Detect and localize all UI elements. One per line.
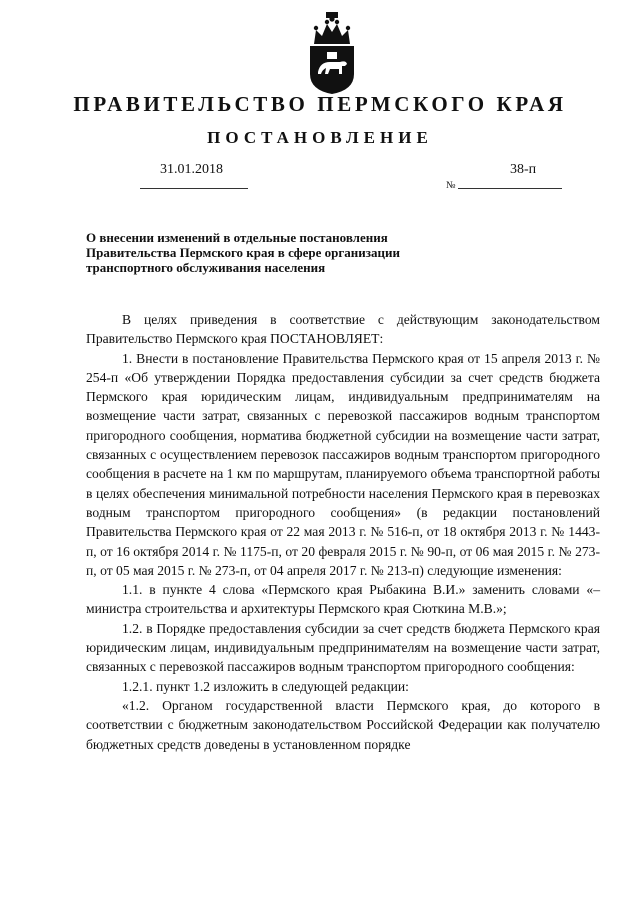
- paragraph-preamble: В целях приведения в соответствие с действующим законодательством Правительство Пермского края ПОСТАНОВЛЯЕТ:: [86, 312, 600, 347]
- number-sign: №: [446, 180, 456, 191]
- paragraph-item-1: 1. Внести в постановление Правительства Пермского края от 15 апреля 2013 г. № 254-п «Об утверждении Порядка предоставления субсидии за счет средств бюджета Пермского края юридическим лицам, индивидуальным предпринимателям на возмещение части затрат, связанных с перевозкой пассажиров водным транспортом пригородного сообщения, норматива бюджетной субсидии на возмещение части затрат, связанных с осуществлением перевозок пассажиров водным транспортом пригородного сообщения в расчете на 1 км по маршрутам, планируемого объема транспортной работы в целях обеспечения минимальной потребности населения Пермского края в перевозках водным транспортом пригородного сообщения» (в редакции постановлений Правительства Пермского края от 22 мая 2013 г. № 516-п, от 18 октября 2013 г. № 1443-п, от 16 октября 2014 г. № 1175-п, от 20 февраля 2015 г. № 90-п, от 06 мая 2015 г. № 273-п, от 05 мая 2015 г. № 273-п, от 04 апреля 2017 г. № 213-п) следующие изменения:: [86, 350, 600, 578]
- number-underline: [458, 188, 562, 189]
- document-subject: О внесении изменений в отдельные постановления Правительства Пермского края в сфере организации транспортного обслуживания населения: [86, 230, 400, 275]
- document-number: 38-п: [510, 162, 537, 177]
- paragraph-item-1-2-1: 1.2.1. пункт 1.2 изложить в следующей редакции:: [122, 678, 409, 694]
- paragraph-item-1-2: 1.2. в Порядке предоставления субсидии за счет средств бюджета Пермского края юридическим лицам, индивидуальным предпринимателям на возмещение части затрат, связанных с перевозкой пассажиров водным транспортом пригородного сообщения:: [86, 620, 600, 675]
- perm-krai-coat-of-arms-icon: [300, 8, 364, 104]
- paragraph-item-1-1: 1.1. в пункте 4 слова «Пермского края Рыбакина В.И.» заменить словами «– министра строительства и архитектуры Пермского края Сюткина М.В.»;: [86, 582, 600, 617]
- document-type-title: ПОСТАНОВЛЕНИЕ: [207, 128, 433, 147]
- coat-of-arms-emblem: [300, 8, 364, 104]
- government-title: ПРАВИТЕЛЬСТВО ПЕРМСКОГО КРАЯ: [73, 92, 567, 116]
- document-date: 31.01.2018: [160, 162, 223, 177]
- document-body: [86, 310, 600, 754]
- paragraph-quoted-1-2: «1.2. Органом государственной власти Пермского края, до которого в соответствии с бюджетным законодательством Российской Федерации как получателю бюджетных средств доведены в установленном порядке: [86, 697, 600, 752]
- date-underline: [140, 188, 248, 189]
